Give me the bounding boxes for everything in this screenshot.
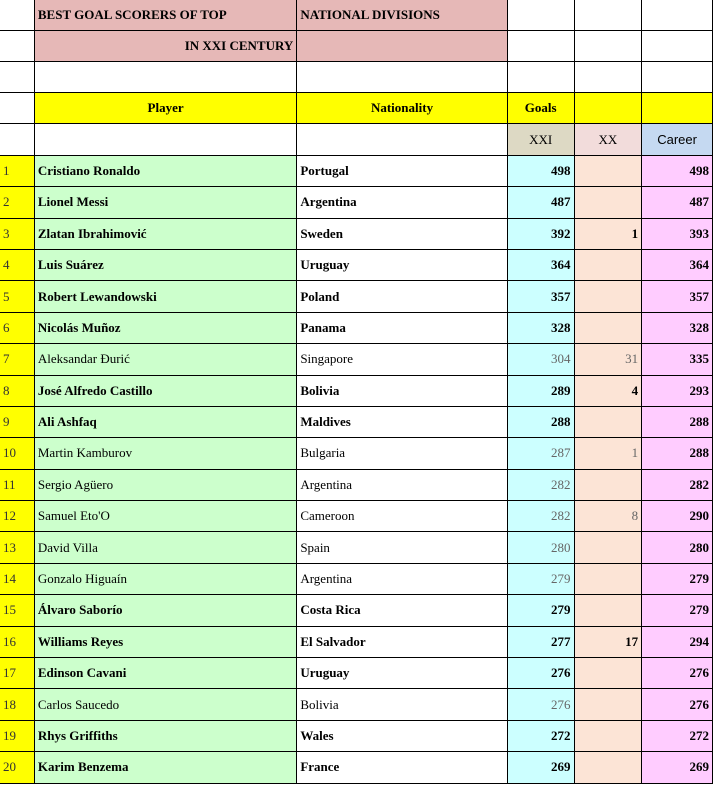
xx-goals-cell	[574, 658, 642, 689]
header-row	[0, 93, 713, 124]
player-cell: Sergio Agüero	[34, 469, 296, 500]
xxi-goals-cell: 304	[507, 344, 574, 375]
xx-goals-cell	[574, 155, 642, 186]
rank-cell: 13	[0, 532, 34, 563]
title-row-2	[0, 31, 713, 62]
xxi-goals-cell: 276	[507, 689, 574, 720]
rank-cell: 2	[0, 187, 34, 218]
table-row	[0, 563, 713, 594]
nationality-cell: Poland	[297, 281, 507, 312]
xxi-goals-cell: 498	[507, 155, 574, 186]
xx-goals-cell: 31	[574, 344, 642, 375]
nationality-cell: El Salvador	[297, 626, 507, 657]
table-row	[0, 187, 713, 218]
xx-goals-cell	[574, 720, 642, 751]
xxi-goals-cell: 279	[507, 595, 574, 626]
xx-goals-cell	[574, 752, 642, 783]
table-row	[0, 375, 713, 406]
player-cell: Karim Benzema	[34, 752, 296, 783]
xxi-goals-cell: 282	[507, 501, 574, 532]
career-goals-cell: 279	[642, 595, 713, 626]
rank-cell: 5	[0, 281, 34, 312]
xxi-goals-cell: 272	[507, 720, 574, 751]
xxi-goals-cell: 357	[507, 281, 574, 312]
rank-cell: 6	[0, 312, 34, 343]
player-cell: Cristiano Ronaldo	[34, 155, 296, 186]
xxi-goals-cell: 287	[507, 438, 574, 469]
rank-cell: 14	[0, 563, 34, 594]
xx-goals-cell: 1	[574, 438, 642, 469]
nationality-cell: Panama	[297, 312, 507, 343]
nationality-cell: Argentina	[297, 187, 507, 218]
career-goals-cell: 288	[642, 438, 713, 469]
xxi-goals-cell: 288	[507, 406, 574, 437]
nationality-cell: Singapore	[297, 344, 507, 375]
nationality-cell: Uruguay	[297, 249, 507, 280]
career-goals-cell: 498	[642, 155, 713, 186]
xx-goals-cell	[574, 281, 642, 312]
xxi-goals-cell: 289	[507, 375, 574, 406]
xxi-goals-cell: 277	[507, 626, 574, 657]
rank-cell: 17	[0, 658, 34, 689]
nationality-cell: Bolivia	[297, 689, 507, 720]
player-cell: Luis Suárez	[34, 249, 296, 280]
xx-goals-cell	[574, 406, 642, 437]
nationality-cell: Argentina	[297, 563, 507, 594]
header-xxi: XXI	[507, 124, 574, 155]
career-goals-cell: 288	[642, 406, 713, 437]
xx-goals-cell	[574, 312, 642, 343]
career-goals-cell: 364	[642, 249, 713, 280]
table-row	[0, 281, 713, 312]
career-goals-cell: 393	[642, 218, 713, 249]
title-right: NATIONAL DIVISIONS	[297, 0, 507, 31]
nationality-cell: Portugal	[297, 155, 507, 186]
xx-goals-cell	[574, 469, 642, 500]
xx-goals-cell	[574, 532, 642, 563]
player-cell: David Villa	[34, 532, 296, 563]
nationality-cell: Wales	[297, 720, 507, 751]
xx-goals-cell: 17	[574, 626, 642, 657]
career-goals-cell: 282	[642, 469, 713, 500]
player-cell: Gonzalo Higuaín	[34, 563, 296, 594]
player-cell: Williams Reyes	[34, 626, 296, 657]
header-career: Career	[642, 124, 713, 155]
header-player: Player	[34, 93, 296, 124]
rank-cell: 15	[0, 595, 34, 626]
nationality-cell: Bulgaria	[297, 438, 507, 469]
header-goals: Goals	[507, 93, 574, 124]
table-row	[0, 689, 713, 720]
career-goals-cell: 276	[642, 689, 713, 720]
career-goals-cell: 335	[642, 344, 713, 375]
xx-goals-cell	[574, 563, 642, 594]
rank-cell: 7	[0, 344, 34, 375]
table-row	[0, 249, 713, 280]
xx-goals-cell	[574, 689, 642, 720]
xx-goals-cell	[574, 187, 642, 218]
table-row	[0, 501, 713, 532]
header-nationality: Nationality	[297, 93, 507, 124]
player-cell: Lionel Messi	[34, 187, 296, 218]
rank-cell: 4	[0, 249, 34, 280]
table-row	[0, 658, 713, 689]
xxi-goals-cell: 487	[507, 187, 574, 218]
nationality-cell: Maldives	[297, 406, 507, 437]
xx-goals-cell	[574, 595, 642, 626]
xxi-goals-cell: 364	[507, 249, 574, 280]
table-row	[0, 155, 713, 186]
player-cell: Álvaro Saborío	[34, 595, 296, 626]
title-row-1	[0, 0, 713, 31]
table-row	[0, 532, 713, 563]
nationality-cell: France	[297, 752, 507, 783]
xxi-goals-cell: 280	[507, 532, 574, 563]
xxi-goals-cell: 328	[507, 312, 574, 343]
player-cell: Samuel Eto'O	[34, 501, 296, 532]
title-line2: IN XXI CENTURY	[34, 31, 296, 62]
career-goals-cell: 276	[642, 658, 713, 689]
nationality-cell: Cameroon	[297, 501, 507, 532]
rank-cell: 9	[0, 406, 34, 437]
rank-cell: 20	[0, 752, 34, 783]
blank-row	[0, 62, 713, 93]
player-cell: Ali Ashfaq	[34, 406, 296, 437]
rank-cell: 10	[0, 438, 34, 469]
table-row	[0, 438, 713, 469]
player-cell: Martin Kamburov	[34, 438, 296, 469]
nationality-cell: Sweden	[297, 218, 507, 249]
table-row	[0, 312, 713, 343]
career-goals-cell: 328	[642, 312, 713, 343]
subheader-row	[0, 124, 713, 155]
title-left: BEST GOAL SCORERS OF TOP	[34, 0, 296, 31]
table-row	[0, 469, 713, 500]
rank-cell: 3	[0, 218, 34, 249]
nationality-cell: Spain	[297, 532, 507, 563]
player-cell: Rhys Griffiths	[34, 720, 296, 751]
rank-cell: 18	[0, 689, 34, 720]
career-goals-cell: 269	[642, 752, 713, 783]
career-goals-cell: 280	[642, 532, 713, 563]
xxi-goals-cell: 276	[507, 658, 574, 689]
rank-cell: 8	[0, 375, 34, 406]
career-goals-cell: 487	[642, 187, 713, 218]
table-row	[0, 752, 713, 783]
nationality-cell: Uruguay	[297, 658, 507, 689]
career-goals-cell: 293	[642, 375, 713, 406]
xxi-goals-cell: 392	[507, 218, 574, 249]
xx-goals-cell: 1	[574, 218, 642, 249]
xx-goals-cell: 4	[574, 375, 642, 406]
xxi-goals-cell: 282	[507, 469, 574, 500]
rank-cell: 12	[0, 501, 34, 532]
nationality-cell: Bolivia	[297, 375, 507, 406]
table-row	[0, 626, 713, 657]
rank-cell: 16	[0, 626, 34, 657]
xxi-goals-cell: 279	[507, 563, 574, 594]
table-row	[0, 720, 713, 751]
table-row	[0, 406, 713, 437]
career-goals-cell: 272	[642, 720, 713, 751]
career-goals-cell: 290	[642, 501, 713, 532]
table-row	[0, 218, 713, 249]
player-cell: Zlatan Ibrahimović	[34, 218, 296, 249]
rank-cell: 11	[0, 469, 34, 500]
career-goals-cell: 357	[642, 281, 713, 312]
player-cell: José Alfredo Castillo	[34, 375, 296, 406]
player-cell: Aleksandar Đurić	[34, 344, 296, 375]
player-cell: Nicolás Muñoz	[34, 312, 296, 343]
career-goals-cell: 279	[642, 563, 713, 594]
header-xx: XX	[574, 124, 642, 155]
career-goals-cell: 294	[642, 626, 713, 657]
player-cell: Carlos Saucedo	[34, 689, 296, 720]
table-row	[0, 344, 713, 375]
player-cell: Robert Lewandowski	[34, 281, 296, 312]
player-cell: Edinson Cavani	[34, 658, 296, 689]
table-row	[0, 595, 713, 626]
rank-cell: 1	[0, 155, 34, 186]
rank-cell: 19	[0, 720, 34, 751]
nationality-cell: Argentina	[297, 469, 507, 500]
xxi-goals-cell: 269	[507, 752, 574, 783]
xx-goals-cell	[574, 249, 642, 280]
xx-goals-cell: 8	[574, 501, 642, 532]
nationality-cell: Costa Rica	[297, 595, 507, 626]
